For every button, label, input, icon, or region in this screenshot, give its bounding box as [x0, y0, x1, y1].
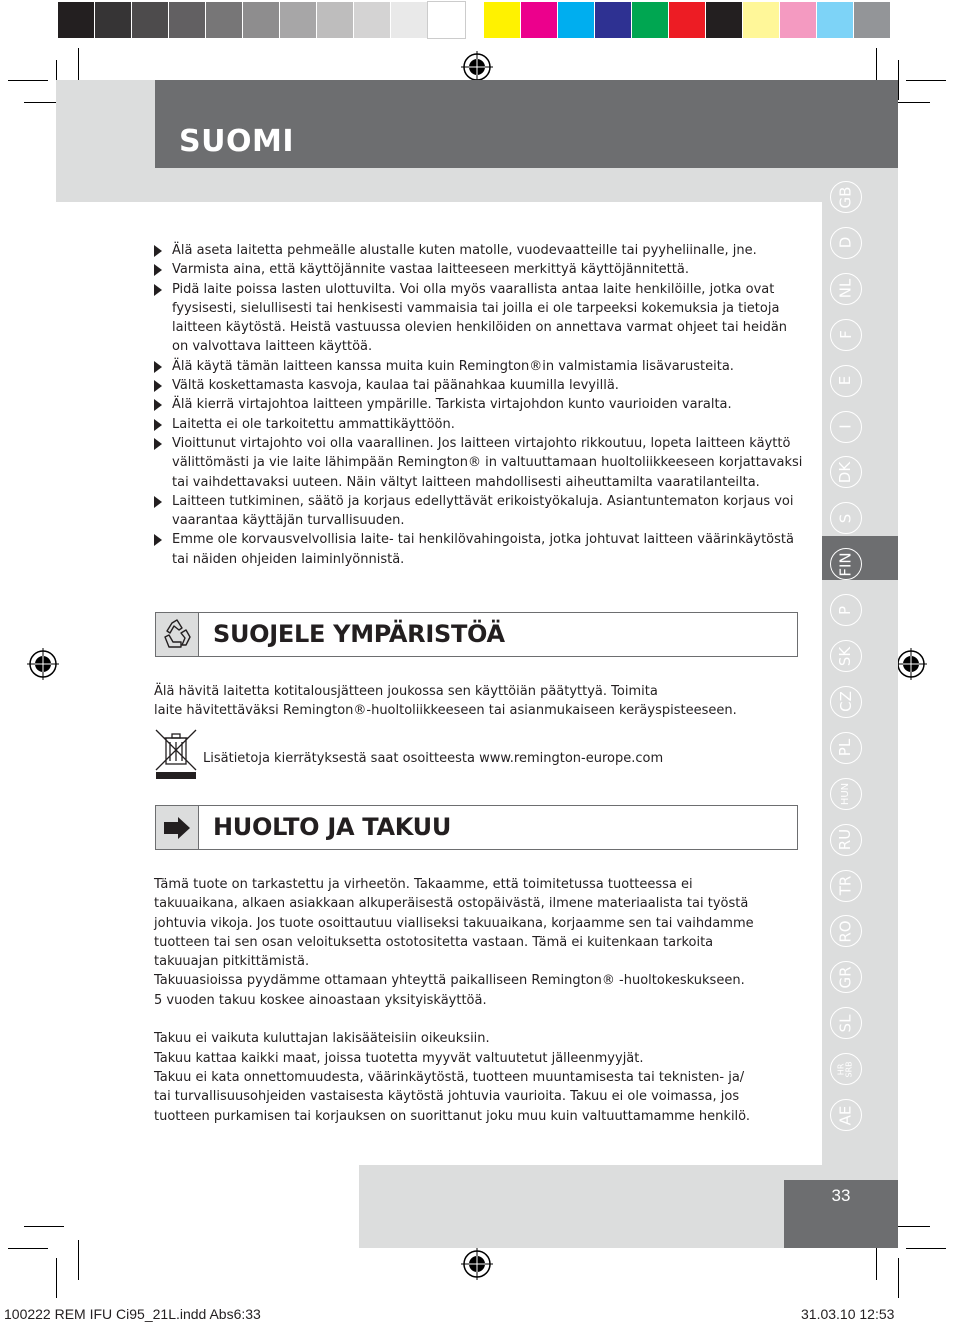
language-tab-p[interactable]	[830, 594, 862, 626]
gray-swatch	[169, 2, 206, 38]
language-tab-label: GB	[836, 186, 855, 208]
safety-instructions-list	[154, 241, 804, 569]
language-tab-label: DK	[836, 461, 855, 484]
language-tab-sl[interactable]	[830, 1007, 862, 1039]
gray-swatch	[58, 2, 95, 38]
color-swatch	[854, 2, 891, 38]
language-tab-cz[interactable]	[830, 686, 862, 718]
language-tab-label: RO	[836, 920, 855, 943]
page-header	[155, 80, 898, 168]
color-calibration-color	[484, 2, 891, 38]
crop-mark	[78, 1240, 79, 1280]
recycle-icon	[156, 613, 199, 656]
language-tab-label: SL	[836, 1014, 855, 1033]
safety-bullet-text: Varmista aina, että käyttöjännite vastaa laitteeseen merkittyä käyttöjännitettä.	[172, 262, 689, 278]
color-swatch	[521, 2, 558, 38]
language-tab-ae[interactable]	[830, 1099, 862, 1131]
language-tab-label: PL	[836, 739, 855, 757]
gray-swatch	[354, 2, 391, 38]
safety-bullet-text: Älä aseta laitetta pehmeälle alustalle kuten matolle, vuodevaatteille tai pyyheliinalle, jne.	[172, 243, 757, 258]
color-swatch	[632, 2, 669, 38]
safety-bullet	[154, 376, 804, 395]
warranty-section-header	[155, 805, 798, 850]
gray-swatch	[243, 2, 280, 38]
color-swatch	[484, 2, 521, 38]
language-tab-i[interactable]	[830, 411, 862, 443]
language-tab-hun[interactable]	[830, 778, 862, 810]
language-tab-label: D	[836, 237, 855, 249]
bullet-arrow-icon	[154, 245, 162, 257]
language-tab-label: SK	[836, 646, 855, 666]
safety-bullet	[154, 434, 804, 492]
arrow-right-icon	[156, 806, 199, 849]
language-tab-sk[interactable]	[830, 640, 862, 672]
gray-swatch	[280, 2, 317, 38]
color-calibration-gray	[58, 2, 465, 38]
safety-bullet-text: Laitetta ei ole tarkoitettu ammattikäyttöön.	[172, 416, 455, 432]
page-number-box	[784, 1180, 898, 1248]
crop-mark	[56, 1258, 57, 1298]
bullet-arrow-icon	[154, 380, 162, 392]
bullet-arrow-icon	[154, 534, 162, 546]
language-tab-label: GR	[836, 966, 855, 989]
registration-mark-icon	[461, 51, 493, 83]
crop-mark	[898, 60, 899, 100]
language-tab-label: CZ	[836, 691, 855, 713]
safety-bullet	[154, 260, 804, 279]
language-tab-label: I	[836, 424, 855, 429]
recycling-info-text: Lisätietoja kierrätyksestä saat osoitteesta www.remington-europe.com	[203, 751, 664, 766]
language-tab-ru[interactable]	[830, 824, 862, 856]
safety-bullet-text: Vioittunut virtajohto voi olla vaarallinen. Jos laitteen virtajohto rikkoutuu, lopeta laitteen käyttö välittömästi ja vie laite lähimpään Remington® in valtuuttamaan huoltoliikkeeseen korjattavaksi tai vaihdettavaksi uuteen. Näin vältyt laitteen mahdollisesti aiheuttamilta vaaratilanteilta.	[172, 435, 803, 490]
color-swatch	[780, 2, 817, 38]
print-date-info: 31.03.10 12:53	[801, 1306, 895, 1322]
gray-swatch	[95, 2, 132, 38]
registration-mark-icon	[895, 648, 927, 680]
crossed-bin-icon	[154, 728, 198, 780]
language-tab-nl[interactable]	[830, 273, 862, 305]
crop-mark	[898, 1258, 899, 1298]
print-file-info: 100222 REM IFU Ci95_21L.indd Abs6:33	[4, 1306, 261, 1322]
safety-bullet	[154, 492, 804, 531]
gray-swatch	[132, 2, 169, 38]
safety-bullet	[154, 241, 804, 260]
warranty-section-title: HUOLTO JA TAKUU	[213, 813, 452, 841]
color-swatch	[817, 2, 854, 38]
language-tab-d[interactable]	[830, 227, 862, 259]
environment-text: Älä hävitä laitetta kotitalousjätteen joukossa sen käyttöiän päätyttyä. Toimita laite hävitettäväksi Remington®-huoltoliikkeeseen tai asianmukaiseen keräyspisteeseen.	[154, 684, 737, 719]
safety-bullet	[154, 415, 804, 434]
language-tab-gb[interactable]	[830, 181, 862, 213]
gray-swatch	[428, 2, 465, 38]
crop-mark	[906, 1248, 946, 1249]
bullet-arrow-icon	[154, 264, 162, 276]
crop-mark	[8, 80, 48, 81]
language-tab-label: HUN	[839, 782, 851, 805]
language-tab-label: RU	[836, 828, 855, 851]
language-tab-pl[interactable]	[830, 732, 862, 764]
safety-bullet	[154, 357, 804, 376]
language-tab-label: NL	[836, 279, 855, 299]
language-tab-label: E	[836, 375, 855, 386]
gray-swatch	[206, 2, 243, 38]
color-swatch	[595, 2, 632, 38]
crop-mark	[906, 80, 946, 81]
bullet-arrow-icon	[154, 399, 162, 411]
crop-mark	[24, 1226, 64, 1227]
color-swatch	[706, 2, 743, 38]
page-title: SUOMI	[179, 124, 294, 159]
language-tab-f[interactable]	[830, 319, 862, 351]
language-tab-label: HR SRB	[836, 1061, 854, 1078]
language-tab-label: TR	[836, 875, 855, 896]
gray-swatch	[317, 2, 354, 38]
safety-bullet-text: Emme ole korvausvelvollisia laite- tai henkilövahingoista, jotka johtuvat laitteen väärinkäytöstä tai näiden ohjeiden laiminlyönnistä.	[172, 532, 794, 567]
language-tab-label: FIN	[836, 552, 855, 577]
crop-mark	[8, 1248, 48, 1249]
environment-section-title: SUOJELE YMPÄRISTÖÄ	[213, 620, 505, 648]
page-number: 33	[831, 1186, 851, 1205]
gray-swatch	[391, 2, 428, 38]
safety-bullet-text: Vältä koskettamasta kasvoja, kaulaa tai päänahkaa kuumilla levyillä.	[172, 378, 619, 394]
bullet-arrow-icon	[154, 419, 162, 431]
registration-mark-icon	[27, 648, 59, 680]
language-tab-e[interactable]	[830, 365, 862, 397]
warranty-text: Tämä tuote on tarkastettu ja virheetön. Takaamme, että toimitetussa tuotteessa ei takuuaikana, alkaen asiakkaan alkuperäisestä ostopäivästä, ilmene materiaalista tai työstä johtuvia vikoja. Jos tuote osoittautuu vialliseksi takuuaikana, korjaamme sen tai vaihdamme tuotteen tai sen osan veloituksetta ostotositetta vastaan. Tämä ei kuitenkaan tarkoita takuuajan pitkittämistä. Takuuasioissa pyydämme ottamaan yhteyttä paikalliseen Remington® -huoltokeskukseen. 5 vuoden takuu koskee ainoastaan yksityiskäyttöä. Takuu ei vaikuta kuluttajan lakisääteisiin oikeuksiin. Takuu kattaa kaikki maat, joissa tuotetta myyvät valtuutetut jälleenmyyjät. Takuu ei kata onnettomuudesta, väärinkäytöstä, tuotteen muuntamisesta tai teknisten- ja/ tai turvallisuusohjeiden vastaisesta käytöstä johtuvia vaurioita. Takuu ei ole voimassa, jos tuotteen purkamisen tai korjauksen on suorittanut joku muu kuin valtuuttamamme henkilö.	[154, 877, 754, 1124]
bullet-arrow-icon	[154, 438, 162, 450]
language-tab-fin[interactable]	[830, 548, 862, 580]
registration-mark-icon	[461, 1248, 493, 1280]
language-tab-tr[interactable]	[830, 870, 862, 902]
color-swatch	[743, 2, 780, 38]
language-tab-label: S	[836, 513, 855, 524]
safety-bullet-text: Pidä laite poissa lasten ulottuvilta. Voi olla myös vaarallista antaa laite henkilöille, jotka ovat fyysisesti, sielullisesti tai henkisesti vammaisia tai joilla ei ole tarpeeksi kokemuksia ja tietoja laitteen käytöstä. Heistä vastuussa olevien henkilöiden on annettava varmat ohjeet tai heidän on valvottava laitteen käyttöä.	[172, 281, 788, 355]
safety-bullet-text: Laitteen tutkiminen, säätö ja korjaus edellyttävät erikoistyökaluja. Asiantuntematon korjaus voi vaarantaa käyttäjän turvallisuuden.	[172, 493, 794, 529]
safety-bullet	[154, 530, 804, 569]
safety-bullet	[154, 280, 804, 357]
safety-bullet-text: Älä kierrä virtajohtoa laitteen ympärille. Tarkista virtajohdon kunto vaurioiden varalta.	[172, 397, 732, 413]
safety-bullet-text: Älä käytä tämän laitteen kanssa muita kuin Remington®in valmistamia lisävarusteita.	[172, 358, 734, 374]
environment-section-header	[155, 612, 798, 657]
language-tab-hr-srb[interactable]	[830, 1053, 862, 1085]
safety-bullet	[154, 395, 804, 414]
bullet-arrow-icon	[154, 496, 162, 508]
color-swatch	[558, 2, 595, 38]
bullet-arrow-icon	[154, 361, 162, 373]
bullet-arrow-icon	[154, 284, 162, 296]
language-tab-label: P	[836, 605, 855, 615]
language-tab-label: F	[836, 330, 855, 340]
color-swatch	[669, 2, 706, 38]
language-tab-label: AE	[836, 1105, 855, 1125]
